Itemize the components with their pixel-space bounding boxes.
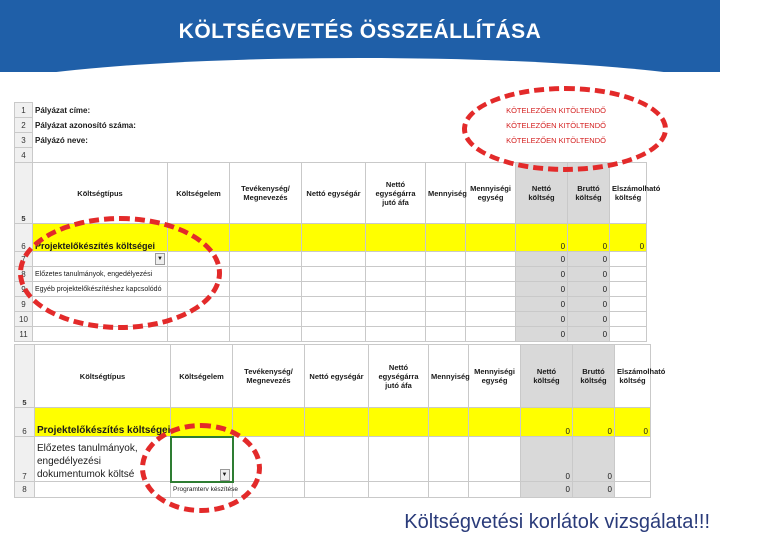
col-header: Nettó egységárra jutó áfa [369, 345, 429, 408]
col-header: Mennyiség [426, 163, 466, 224]
table-row: 9 0 0 [15, 297, 647, 312]
table-row: 11 0 0 [15, 327, 647, 342]
page-title: KÖLTSÉGVETÉS ÖSSZEÁLLÍTÁSA [178, 20, 542, 43]
col-header: Elszámolható költség [615, 345, 651, 408]
elsz-cell: 0 [610, 224, 647, 252]
required-field[interactable]: KÖTELEZŐEN KITÖLTENDŐ [506, 105, 606, 115]
info-label: Pályázó neve: [35, 135, 88, 145]
info-row: 3 Pályázó neve: KÖTELEZŐEN KITÖLTENDŐ [15, 133, 647, 148]
col-header: Nettó költség [521, 345, 573, 408]
info-label: Pályázat címe: [35, 105, 91, 115]
col-header: Költségtípus [33, 163, 168, 224]
chevron-down-icon[interactable]: ▼ [155, 253, 165, 265]
col-header: Bruttó költség [568, 163, 610, 224]
annotation-circle-required [462, 86, 668, 172]
table-row: 7 ▼ 0 0 [15, 252, 647, 267]
col-header: Nettó egységárra jutó áfa [366, 163, 426, 224]
chevron-down-icon[interactable]: ▼ [220, 469, 230, 481]
col-header: Elszámolható költség [610, 163, 647, 224]
spreadsheet-bottom [14, 344, 666, 498]
dropdown-option[interactable]: Egyéb projektelőkészítéshez kapcsolódó [33, 282, 168, 297]
dropdown-option[interactable]: Programterv készítése [171, 482, 233, 498]
col-header: Mennyiségi egység [466, 163, 516, 224]
col-header: Mennyiség [429, 345, 469, 408]
col-header: Mennyiségi egység [469, 345, 521, 408]
col-header: Költségelem [168, 163, 230, 224]
info-row: 2 Pályázat azonosító száma: KÖTELEZŐEN KITÖLTENDŐ [15, 118, 647, 133]
budget-table-bottom [14, 344, 666, 498]
brutto-cell: 0 [568, 224, 610, 252]
cost-type-cell[interactable]: Projektelőkészítés költségei [33, 224, 168, 252]
netto-cell: 0 [516, 224, 568, 252]
annotation-circle-dropdown [18, 216, 222, 330]
col-header: Nettó egységár [305, 345, 369, 408]
info-row: 1 Pályázat címe: KÖTELEZŐEN KITÖLTENDŐ [15, 103, 647, 118]
col-header: Nettó költség [516, 163, 568, 224]
footer-caption: Költségvetési korlátok vizsgálata!!! [404, 511, 710, 533]
column-header-row: 5 Költségtípus Költségelem Tevékenység/ Megnevezés Nettó egységár Nettó egységárra jutó áfa Mennyiség Mennyiségi egység Nettó költség Bruttó költség Elszámolható költség [15, 163, 647, 224]
col-header: Tevékenység/ Megnevezés [233, 345, 305, 408]
table-row: 8 Előzetes tanulmányok, engedélyezési 0 0 [15, 267, 647, 282]
table-row: 10 0 0 [15, 312, 647, 327]
annotation-circle-cost-element [140, 423, 262, 513]
table-row: 6 Projektelőkészítés költségei 0 0 0 [15, 408, 651, 437]
table-row: 8 Programterv készítése 0 0 [15, 482, 651, 498]
col-header: Költségelem [171, 345, 233, 408]
cost-type-cell[interactable]: Projektelőkészítés költségei [35, 408, 171, 437]
required-field[interactable]: KÖTELEZŐEN KITÖLTENDŐ [506, 135, 606, 145]
info-label: Pályázat azonosító száma: [35, 120, 136, 130]
info-row: 4 [15, 148, 647, 163]
table-row: 9 Egyéb projektelőkészítéshez kapcsolódó 0 0 [15, 282, 647, 297]
table-row: 6 Projektelőkészítés költségei 0 0 0 [15, 224, 647, 252]
col-header: Tevékenység/ Megnevezés [230, 163, 302, 224]
dropdown-option[interactable]: Előzetes tanulmányok, engedélyezési [33, 267, 168, 282]
col-header: Nettó egységár [302, 163, 366, 224]
table-row: 7 Előzetes tanulmányok, engedélyezési dokumentumok költsé ▼ 0 0 [15, 437, 651, 482]
required-field[interactable]: KÖTELEZŐEN KITÖLTENDŐ [506, 120, 606, 130]
col-header: Költségtípus [35, 345, 171, 408]
cost-type-cell[interactable]: Előzetes tanulmányok, engedélyezési dokumentumok költsé [35, 437, 171, 482]
column-header-row: 5 Költségtípus Költségelem Tevékenység/ Megnevezés Nettó egységár Nettó egységárra jutó áfa Mennyiség Mennyiségi egység Nettó költség Bruttó költség Elszámolható költség [15, 345, 651, 408]
col-header: Bruttó költség [573, 345, 615, 408]
